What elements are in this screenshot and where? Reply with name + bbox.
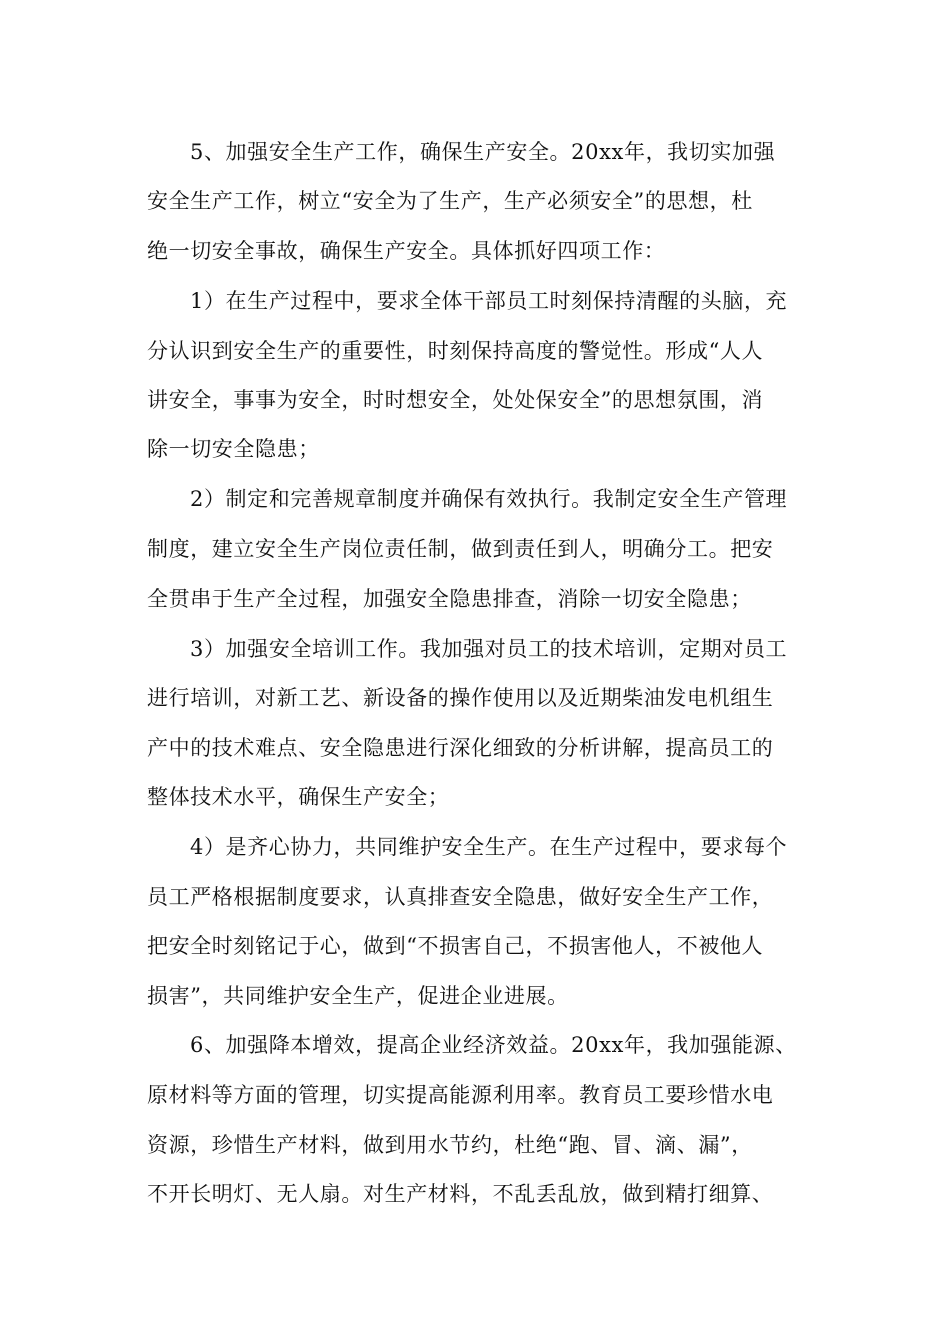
item-3-line-2: 进行培训，对新工艺、新设备的操作使用以及近期柴油发电机组生 — [147, 686, 774, 710]
item-1-line-4: 除一切安全隐患； — [147, 437, 320, 461]
item-4-line-3: 把安全时刻铭记于心，做到“不损害自己，不损害他人，不被他人 — [147, 934, 764, 958]
paragraph-6-line-1: 6、加强降本增效，提高企业经济效益。20xx年，我加强能源、 — [190, 1033, 797, 1057]
item-2-line-1: 2）制定和完善规章制度并确保有效执行。我制定安全生产管理 — [190, 487, 788, 511]
item-2-line-2: 制度，建立安全生产岗位责任制，做到责任到人，明确分工。把安 — [147, 537, 774, 561]
paragraph-5-line-3: 绝一切安全事故，确保生产安全。具体抓好四项工作： — [147, 239, 666, 263]
item-2-line-3: 全贯串于生产全过程，加强安全隐患排查，消除一切安全隐患； — [147, 587, 752, 611]
item-3-line-3: 产中的技术难点、安全隐患进行深化细致的分析讲解，提高员工的 — [147, 736, 774, 760]
item-1-line-2: 分认识到安全生产的重要性，时刻保持高度的警觉性。形成“人人 — [147, 339, 764, 363]
paragraph-5-line-2: 安全生产工作，树立“安全为了生产，生产必须安全”的思想，杜 — [147, 189, 753, 213]
paragraph-6-line-3: 资源，珍惜生产材料，做到用水节约，杜绝“跑、冒、滴、漏”， — [147, 1133, 753, 1157]
paragraph-6-line-4: 不开长明灯、无人扇。对生产材料，不乱丢乱放，做到精打细算、 — [147, 1182, 774, 1206]
item-4-line-1: 4）是齐心协力，共同维护安全生产。在生产过程中，要求每个 — [190, 835, 788, 859]
item-4-line-4: 损害”，共同维护安全生产，促进企业进展。 — [147, 984, 569, 1008]
item-4-line-2: 员工严格根据制度要求，认真排查安全隐患，做好安全生产工作， — [147, 885, 774, 909]
item-3-line-4: 整体技术水平，确保生产安全； — [147, 785, 450, 809]
paragraph-5-line-1: 5、加强安全生产工作，确保生产安全。20xx年，我切实加强 — [190, 140, 776, 164]
item-1-line-1: 1）在生产过程中，要求全体干部员工时刻保持清醒的头脑，充 — [190, 289, 788, 313]
paragraph-6-line-2: 原材料等方面的管理，切实提高能源利用率。教育员工要珍惜水电 — [147, 1083, 774, 1107]
item-3-line-1: 3）加强安全培训工作。我加强对员工的技术培训，定期对员工 — [190, 637, 788, 661]
item-1-line-3: 讲安全，事事为安全，时时想安全，处处保安全”的思想氛围，消 — [147, 388, 764, 412]
